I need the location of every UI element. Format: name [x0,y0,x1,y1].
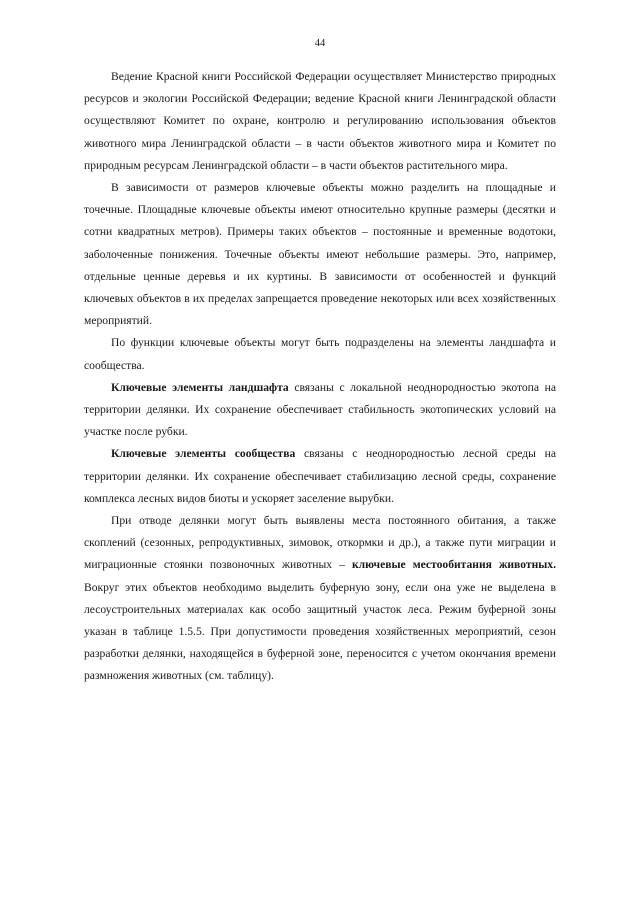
paragraph-text: В зависимости от размеров ключевые объекты можно разделить на площадные и точечные. Площадные ключевые объекты имеют относительно крупные размеры (десятки и сотни квадратных метров). Примеры таких объектов – постоянные и временные водотоки, заболоченные понижения. Точечные объекты имеют небольшие размеры. Это, например, отдельные ценные деревья и их куртины. В зависимости от особенностей и функций ключевых объектов в их пределах запрещается проведение некоторых или всех хозяйственных мероприятий. [84,181,556,328]
paragraph-object-functions [84,332,556,376]
page-number: 44 [314,38,326,49]
paragraph-text: связаны с локальной неоднородностью экотопа на территории делянки. Их сохранение обеспечивает стабильность экотопических условий на участке после рубки. [84,380,556,439]
paragraph-community-elements [84,443,556,510]
term-key-animal-habitats: ключевые местообитания животных. [351,558,556,572]
paragraph-object-sizes [84,177,556,332]
paragraph-red-book [84,66,556,177]
paragraph-text: Вокруг этих объектов необходимо выделить буферную зону, если она уже не выделена в лесоустроительных материалах как особо защитный участок леса. Режим буферной зоны указан в таблице 1.5.5. При допустимости проведения хозяйственных мероприятий, сезон разработки делянки, находящейся в буферной зоне, переносится с учетом окончания времени размножения животных (см. таблицу). [84,580,556,683]
term-landscape-elements: Ключевые элементы ландшафта [111,380,289,394]
paragraph-text: При отводе делянки могут быть выявлены места постоянного обитания, а также скоплений (сезонных, репродуктивных, зимовок, откормки и др.), а также пути миграции и миграционные стоянки позвоночных животных – [84,514,556,572]
paragraph-landscape-elements [84,377,556,444]
paragraph-animal-habitats [84,510,556,688]
term-community-elements: Ключевые элементы сообщества [111,447,296,461]
paragraph-text: По функции ключевые объекты могут быть подразделены на элементы ландшафта и сообщества. [84,336,556,372]
paragraph-text: связаны с неоднородностью лесной среды на территории делянки. Их сохранение обеспечивает стабилизацию лесной среды, сохранение комплекса лесных видов биоты и ускоряет заселение вырубки. [84,447,556,505]
paragraph-text: Ведение Красной книги Российской Федерации осуществляет Министерство природных ресурсов и экологии Российской Федерации; ведение Красной книги Ленинградской области осуществляют Комитет по охране, контролю и регулированию использования объектов животного мира Ленинградской области – в части объектов животного мира и Комитет по природным ресурсам Ленинградской области – в части объектов растительного мира. [84,70,556,172]
